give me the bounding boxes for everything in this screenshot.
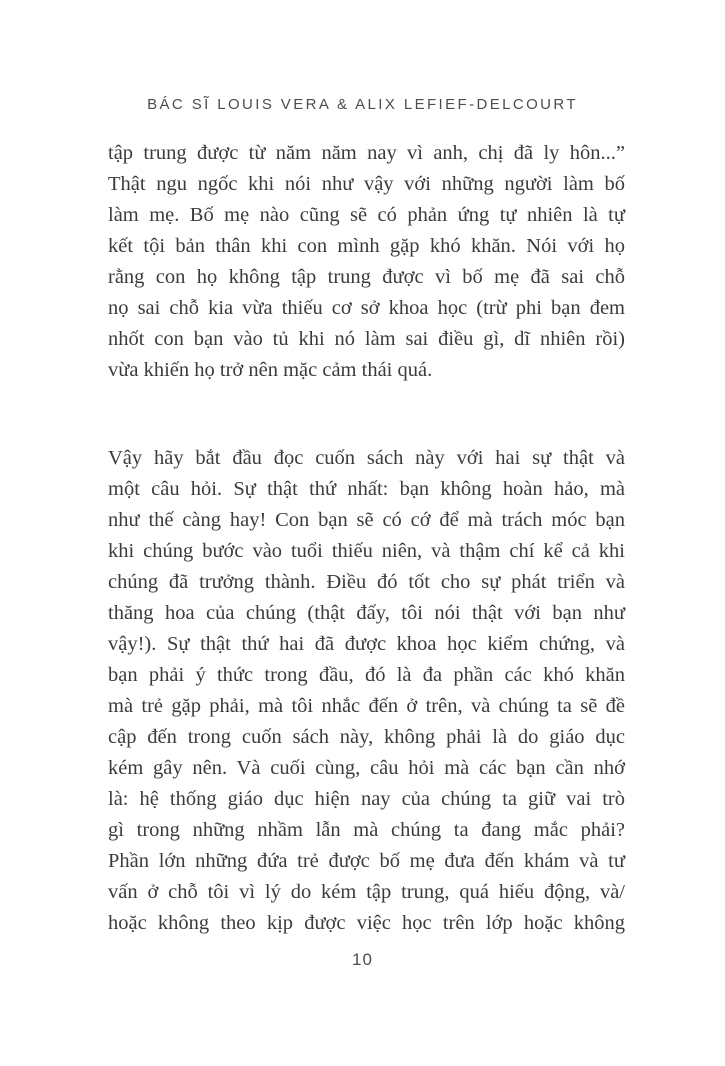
text-line: chúng đã trưởng thành. Điều đó tốt cho sự phát triển và xyxy=(108,571,625,593)
text-line: làm mẹ. Bố mẹ nào cũng sẽ có phản ứng tự nhiên là tự xyxy=(108,204,625,226)
text-line: bạn phải ý thức trong đầu, đó là đa phần các khó khăn xyxy=(108,664,625,686)
paragraph xyxy=(108,443,625,939)
text-line: là: hệ thống giáo dục hiện nay của chúng ta giữ vai trò xyxy=(108,788,625,810)
text-line: kết tội bản thân khi con mình gặp khó khăn. Nói với họ xyxy=(108,235,625,257)
paragraph xyxy=(108,138,625,386)
text-line: thăng hoa của chúng (thật đấy, tôi nói thật với bạn như xyxy=(108,602,625,624)
text-line: nhốt con bạn vào tủ khi nó làm sai điều gì, dĩ nhiên rồi) xyxy=(108,328,625,350)
text-line: Vậy hãy bắt đầu đọc cuốn sách này với hai sự thật và xyxy=(108,447,625,469)
text-line: Phần lớn những đứa trẻ được bố mẹ đưa đến khám và tư xyxy=(108,850,625,872)
text-line: một câu hỏi. Sự thật thứ nhất: bạn không hoàn hảo, mà xyxy=(108,478,625,500)
text-line: gì trong những nhầm lẫn mà chúng ta đang mắc phải? xyxy=(108,819,625,841)
text-line: cập đến trong cuốn sách này, không phải là do giáo dục xyxy=(108,726,625,748)
text-line: kém gây nên. Và cuối cùng, câu hỏi mà các bạn cần nhớ xyxy=(108,757,625,779)
text-line: hoặc không theo kịp được việc học trên lớp hoặc không xyxy=(108,912,625,934)
text-line: Thật ngu ngốc khi nói như vậy với những người làm bố xyxy=(108,173,625,195)
text-line: vậy!). Sự thật thứ hai đã được khoa học kiểm chứng, và xyxy=(108,633,625,655)
text-line: vừa khiến họ trở nên mặc cảm thái quá. xyxy=(108,359,433,381)
text-line: như thế càng hay! Con bạn sẽ có cớ để mà trách móc bạn xyxy=(108,509,625,531)
text-line: mà trẻ gặp phải, mà tôi nhắc đến ở trên, và chúng ta sẽ đề xyxy=(108,695,625,717)
text-line: vấn ở chỗ tôi vì lý do kém tập trung, quá hiếu động, và/ xyxy=(108,881,625,903)
text-line: khi chúng bước vào tuổi thiếu niên, và thậm chí kể cả khi xyxy=(108,540,625,562)
text-line: nọ sai chỗ kia vừa thiếu cơ sở khoa học (trừ phi bạn đem xyxy=(108,297,625,319)
text-line: rằng con họ không tập trung được vì bố mẹ đã sai chỗ xyxy=(108,266,625,288)
running-header-author: BÁC SĨ LOUIS VERA & ALIX LEFIEF-DELCOURT xyxy=(147,96,578,113)
page-number: 10 xyxy=(352,950,373,969)
body-text xyxy=(108,138,625,939)
text-line: tập trung được từ năm năm nay vì anh, chị đã ly hôn...” xyxy=(108,142,625,164)
